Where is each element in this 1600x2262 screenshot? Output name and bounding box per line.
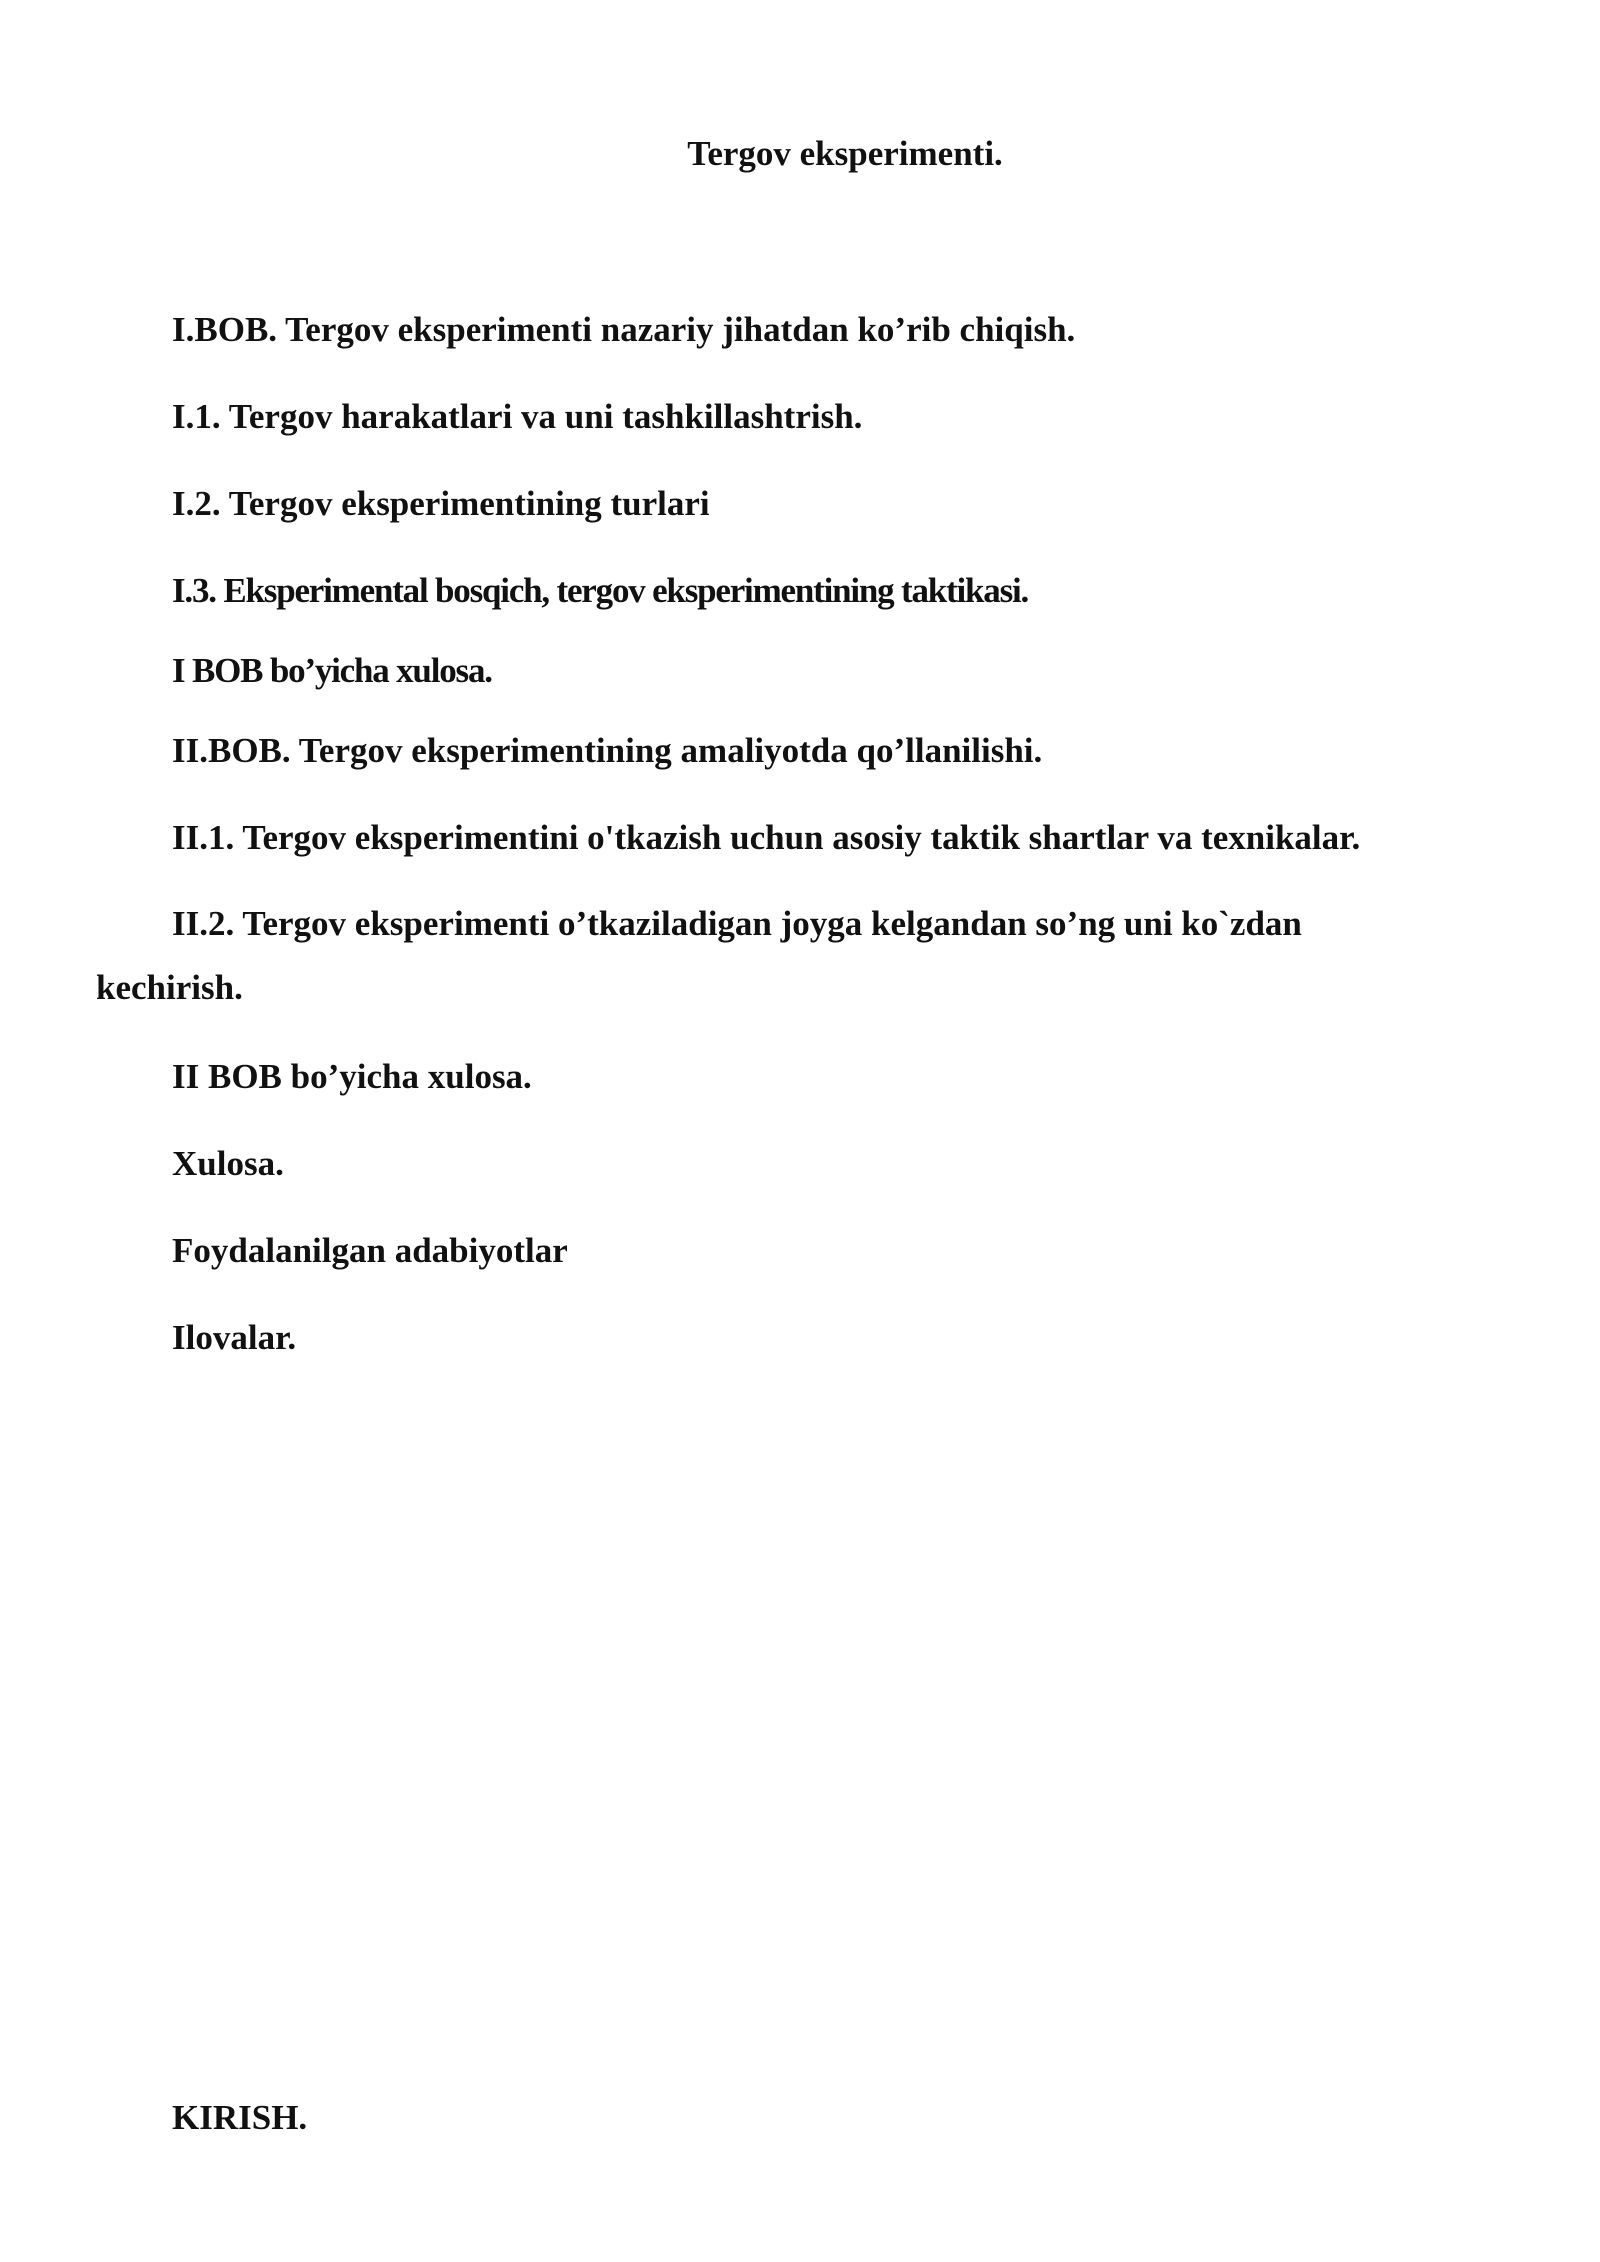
toc-entry-section-1-2: I.2. Tergov eksperimentining turlari bbox=[172, 484, 710, 523]
toc-entry-chapter-1-conclusion: I BOB bo’yicha xulosa. bbox=[172, 651, 492, 690]
toc-entry-chapter-2: II.BOB. Tergov eksperimentining amaliyotda qo’llanilishi. bbox=[172, 731, 1043, 770]
toc-entry-appendices: Ilovalar. bbox=[172, 1318, 297, 1357]
toc-entry-section-2-2: II.2. Tergov eksperimenti o’tkaziladigan joyga kelgandan so’ng uni ko`zdan kechirish. bbox=[96, 904, 1302, 1007]
document-title: Tergov eksperimenti. bbox=[687, 134, 1003, 173]
toc-entry-references: Foydalanilgan adabiyotlar bbox=[172, 1231, 568, 1270]
toc-entry-conclusion: Xulosa. bbox=[172, 1144, 284, 1183]
toc-entry-section-1-3: I.3. Eksperimental bosqich, tergov eksperimentining taktikasi. bbox=[172, 571, 1029, 610]
toc-entry-section-1-1: I.1. Tergov harakatlari va uni tashkillashtrish. bbox=[172, 397, 863, 436]
toc-entry-chapter-2-conclusion: II BOB bo’yicha xulosa. bbox=[172, 1057, 532, 1096]
toc-entry-chapter-1: I.BOB. Tergov eksperimenti nazariy jihatdan ko’rib chiqish. bbox=[172, 310, 1076, 349]
toc-entry-section-2-1: II.1. Tergov eksperimentini o'tkazish uchun asosiy taktik shartlar va texnikalar. bbox=[172, 818, 1361, 857]
section-heading-introduction: KIRISH. bbox=[172, 2098, 308, 2137]
